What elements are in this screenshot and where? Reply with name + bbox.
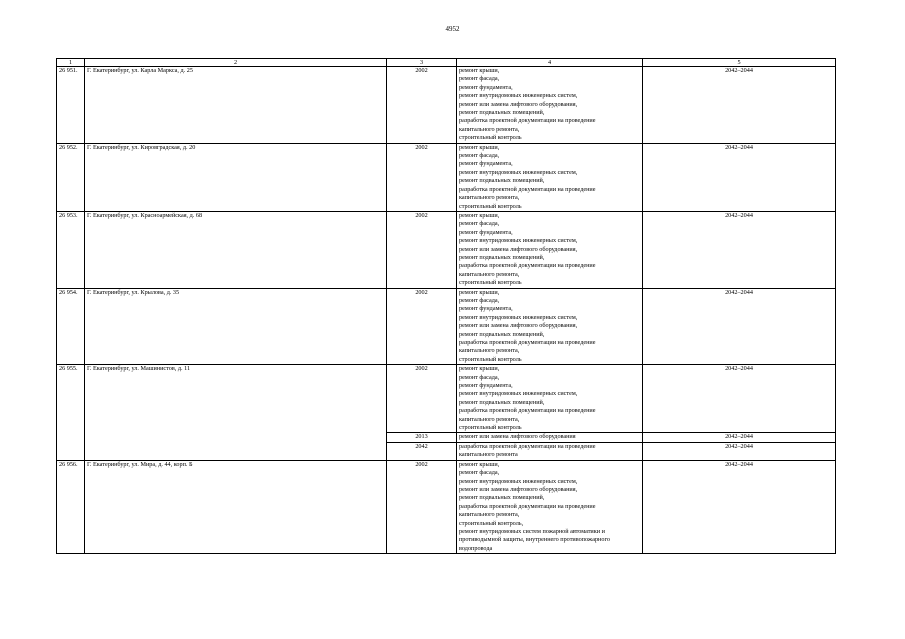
record-number: 26 952. xyxy=(57,143,85,211)
repair-work-item: ремонт фундамента, xyxy=(459,160,513,168)
repair-work-item: ремонт фасада, xyxy=(459,220,500,228)
repair-work-item: капитального ремонта, xyxy=(459,511,520,519)
repair-work-item: ремонт внутридомовых инженерных систем, xyxy=(459,313,578,321)
repair-work-item: ремонт крыши, xyxy=(459,288,500,296)
repair-work-item: ремонт или замена лифтового оборудования, xyxy=(459,100,578,108)
building-address: Г. Екатеринбург, ул. Кировградская, д. 20 xyxy=(85,143,387,211)
repair-work-item: разработка проектной документации на проведение xyxy=(459,185,596,193)
table-header-row xyxy=(57,59,836,67)
repair-work-item: разработка проектной документации на проведение xyxy=(459,339,596,346)
record-number: 26 954. xyxy=(57,288,85,365)
repair-work-item: строительный контроль xyxy=(459,134,522,142)
repair-work-item: строительный контроль xyxy=(459,202,522,210)
repair-work-item: ремонт фасада, xyxy=(459,373,500,381)
table-row xyxy=(57,211,836,288)
repair-work-item: ремонт подвальных помещений, xyxy=(459,398,545,406)
building-address: Г. Екатеринбург, ул. Мира, д. 44, корп. Б xyxy=(85,460,387,553)
repair-work-item: капитального ремонта, xyxy=(459,125,520,133)
commissioning-year: 2002 xyxy=(387,143,457,211)
repair-work-item: ремонт фасада, xyxy=(459,296,500,304)
repair-work-item: ремонт крыши, xyxy=(459,67,500,74)
repair-work-item: ремонт или замена лифтового оборудования, xyxy=(459,245,578,253)
repair-work-item: капитального ремонта, xyxy=(459,194,520,202)
repair-work-item: ремонт фундамента, xyxy=(459,382,513,390)
repair-work-item: ремонт или замена лифтового оборудования, xyxy=(459,485,578,493)
repair-work-item: разработка проектной документации на проведение xyxy=(459,117,596,125)
repair-work-item: ремонт внутридомовых инженерных систем, xyxy=(459,92,578,100)
repair-work-item: ремонт крыши, xyxy=(459,211,500,219)
repair-work-item: капитального ремонта xyxy=(459,451,518,459)
planned-period: 2042–2044 xyxy=(643,433,836,442)
repair-work-item: разработка проектной документации на проведение xyxy=(459,442,596,450)
repair-work-item: ремонт подвальных помещений, xyxy=(459,330,545,338)
table-row xyxy=(57,365,836,433)
repair-work-item: ремонт крыши, xyxy=(459,365,500,373)
repair-works-list xyxy=(457,442,643,460)
commissioning-year: 2002 xyxy=(387,460,457,553)
column-header-year: 3 xyxy=(387,59,457,67)
repair-work-item: противодымной защиты, внутреннего противопожарного xyxy=(459,536,610,544)
repair-work-item: строительный контроль xyxy=(459,279,522,287)
repair-work-item: ремонт фундамента, xyxy=(459,228,513,236)
table-row xyxy=(57,143,836,211)
repair-work-item: строительный контроль, xyxy=(459,519,524,527)
planned-period: 2042–2044 xyxy=(643,211,836,288)
repair-work-item: ремонт или замена лифтового оборудования, xyxy=(459,322,578,330)
repair-works-list xyxy=(457,460,643,553)
planned-period: 2042–2044 xyxy=(643,143,836,211)
column-header-period: 5 xyxy=(643,59,836,67)
repair-works-list xyxy=(457,433,643,442)
repair-work-item: капитального ремонта, xyxy=(459,347,520,355)
repair-work-item: ремонт фасада, xyxy=(459,469,500,477)
repair-work-item: капитального ремонта, xyxy=(459,270,520,278)
repair-work-item: водопровода xyxy=(459,544,493,552)
repair-schedule-table xyxy=(56,58,836,554)
page-number: 4952 xyxy=(445,25,460,33)
repair-work-item: ремонт подвальных помещений, xyxy=(459,109,545,117)
column-header-works: 4 xyxy=(457,59,643,67)
column-header-number: 1 xyxy=(57,59,85,67)
repair-work-item: разработка проектной документации на проведение xyxy=(459,502,596,510)
table-row xyxy=(57,460,836,553)
commissioning-year: 2042 xyxy=(387,442,457,460)
planned-period: 2042–2044 xyxy=(643,442,836,460)
building-address: Г. Екатеринбург, ул. Машинистов, д. 11 xyxy=(85,365,387,460)
commissioning-year: 2013 xyxy=(387,433,457,442)
repair-work-item: ремонт внутридомовых инженерных систем, xyxy=(459,237,578,245)
repair-work-item: ремонт внутридомовых инженерных систем, xyxy=(459,390,578,398)
repair-works-list xyxy=(457,211,643,288)
building-address: Г. Екатеринбург, ул. Красноармейская, д. 68 xyxy=(85,211,387,288)
repair-work-item: ремонт фасада, xyxy=(459,75,500,83)
column-header-address: 2 xyxy=(85,59,387,67)
repair-works-list xyxy=(457,143,643,211)
repair-works-list xyxy=(457,288,643,365)
table-row xyxy=(57,288,836,365)
repair-work-item: ремонт подвальных помещений, xyxy=(459,177,545,185)
repair-work-item: ремонт фундамента, xyxy=(459,83,513,91)
commissioning-year: 2002 xyxy=(387,211,457,288)
commissioning-year: 2002 xyxy=(387,365,457,433)
record-number: 26 956. xyxy=(57,460,85,553)
repair-work-item: разработка проектной документации на проведение xyxy=(459,407,596,415)
repair-work-item: ремонт крыши, xyxy=(459,143,500,151)
building-address: Г. Екатеринбург, ул. Крылова, д. 35 xyxy=(85,288,387,365)
table-row xyxy=(57,67,836,144)
repair-work-item: ремонт подвальных помещений, xyxy=(459,253,545,261)
repair-work-item: капитального ремонта, xyxy=(459,415,520,423)
repair-work-item: ремонт внутридомовых инженерных систем, xyxy=(459,168,578,176)
repair-work-item: ремонт крыши, xyxy=(459,460,500,468)
planned-period: 2042–2044 xyxy=(643,365,836,433)
repair-work-item: строительный контроль xyxy=(459,355,522,363)
commissioning-year: 2002 xyxy=(387,288,457,365)
repair-work-item: ремонт подвальных помещений, xyxy=(459,494,545,502)
repair-work-item: разработка проектной документации на проведение xyxy=(459,262,596,270)
repair-work-item: ремонт фасада, xyxy=(459,152,500,160)
record-number: 26 951. xyxy=(57,67,85,144)
record-number: 26 955. xyxy=(57,365,85,460)
planned-period: 2042–2044 xyxy=(643,288,836,365)
repair-work-item: строительный контроль xyxy=(459,424,522,432)
repair-works-list xyxy=(457,67,643,144)
repair-work-item: ремонт или замена лифтового оборудования xyxy=(459,433,576,441)
repair-work-item: ремонт фундамента, xyxy=(459,305,513,313)
planned-period: 2042–2044 xyxy=(643,67,836,144)
repair-works-list xyxy=(457,365,643,433)
record-number: 26 953. xyxy=(57,211,85,288)
planned-period: 2042–2044 xyxy=(643,460,836,553)
building-address: Г. Екатеринбург, ул. Карла Маркса, д. 25 xyxy=(85,67,387,144)
table-body xyxy=(57,67,836,554)
commissioning-year: 2002 xyxy=(387,67,457,144)
repair-work-item: ремонт внутридомовых систем пожарной автоматики и xyxy=(459,527,605,535)
repair-work-item: ремонт внутридомовых инженерных систем, xyxy=(459,477,578,485)
